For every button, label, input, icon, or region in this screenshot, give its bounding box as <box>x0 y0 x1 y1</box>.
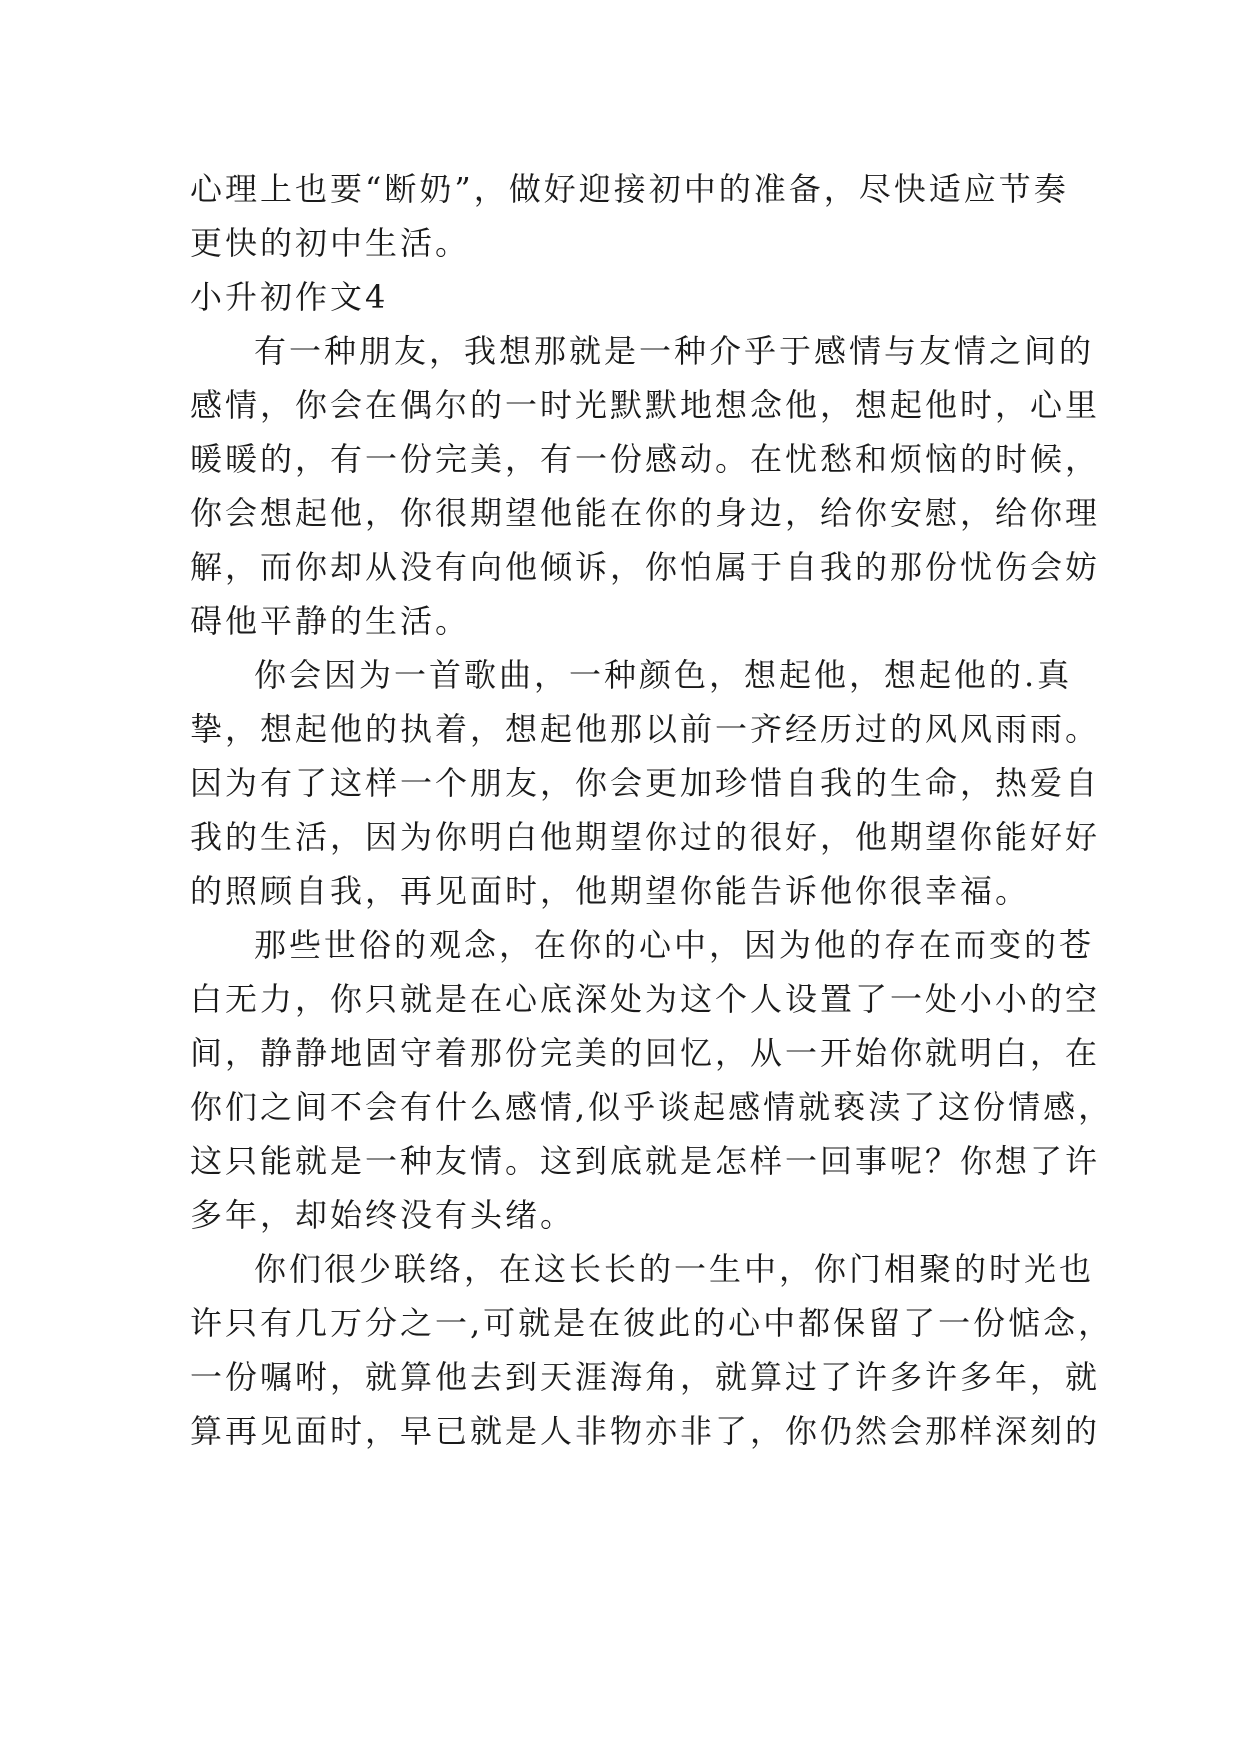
text-line: 因为有了这样一个朋友，你会更加珍惜自我的生命，热爱自 <box>190 764 1101 802</box>
text-line: 有一种朋友，我想那就是一种介乎于感情与友情之间的 <box>254 332 1095 370</box>
text-line: 一份嘱咐，就算他去到天涯海角，就算过了许多许多年，就 <box>190 1358 1101 1396</box>
text-line: 我的生活，因为你明白他期望你过的很好，他期望你能好好 <box>190 818 1101 856</box>
document-body <box>190 162 1114 1458</box>
text-line: 你会想起他，你很期望他能在你的身边，给你安慰，给你理 <box>190 494 1101 532</box>
text-line: 碍他平静的生活。 <box>190 602 471 640</box>
text-line: 这只能就是一种友情。这到底就是怎样一回事呢？你想了许 <box>190 1142 1101 1180</box>
text-line: 你们很少联络，在这长长的一生中，你门相聚的时光也 <box>254 1250 1095 1288</box>
text-line: 心理上也要“断奶”，做好迎接初中的准备，尽快适应节奏 <box>190 170 1069 208</box>
text-line: 解，而你却从没有向他倾诉，你怕属于自我的那份忧伤会妨 <box>190 548 1101 586</box>
text-line: 白无力，你只就是在心底深处为这个人设置了一处小小的空 <box>190 980 1101 1018</box>
text-line: 暖暖的，有一份完美，有一份感动。在忧愁和烦恼的时候， <box>190 440 1101 478</box>
text-line: 你会因为一首歌曲，一种颜色，想起他，想起他的.真 <box>254 656 1073 694</box>
text-line: 挚，想起他的执着，想起他那以前一齐经历过的风风雨雨。 <box>190 710 1101 748</box>
text-line: 许只有几万分之一,可就是在彼此的心中都保留了一份惦念， <box>190 1304 1114 1342</box>
text-line: 更快的初中生活。 <box>190 224 471 262</box>
text-line: 你们之间不会有什么感情,似乎谈起感情就亵渎了这份情感， <box>190 1088 1114 1126</box>
text-line: 感情，你会在偶尔的一时光默默地想念他，想起他时，心里 <box>190 386 1101 424</box>
text-line: 多年，却始终没有头绪。 <box>190 1196 576 1234</box>
text-line: 的照顾自我，再见面时，他期望你能告诉他你很幸福。 <box>190 872 1031 910</box>
text-line: 间，静静地固守着那份完美的回忆，从一开始你就明白，在 <box>190 1034 1101 1072</box>
text-line: 小升初作文4 <box>190 278 389 316</box>
text-line: 算再见面时，早已就是人非物亦非了，你仍然会那样深刻的 <box>190 1412 1101 1450</box>
text-line: 那些世俗的观念，在你的心中，因为他的存在而变的苍 <box>254 926 1095 964</box>
